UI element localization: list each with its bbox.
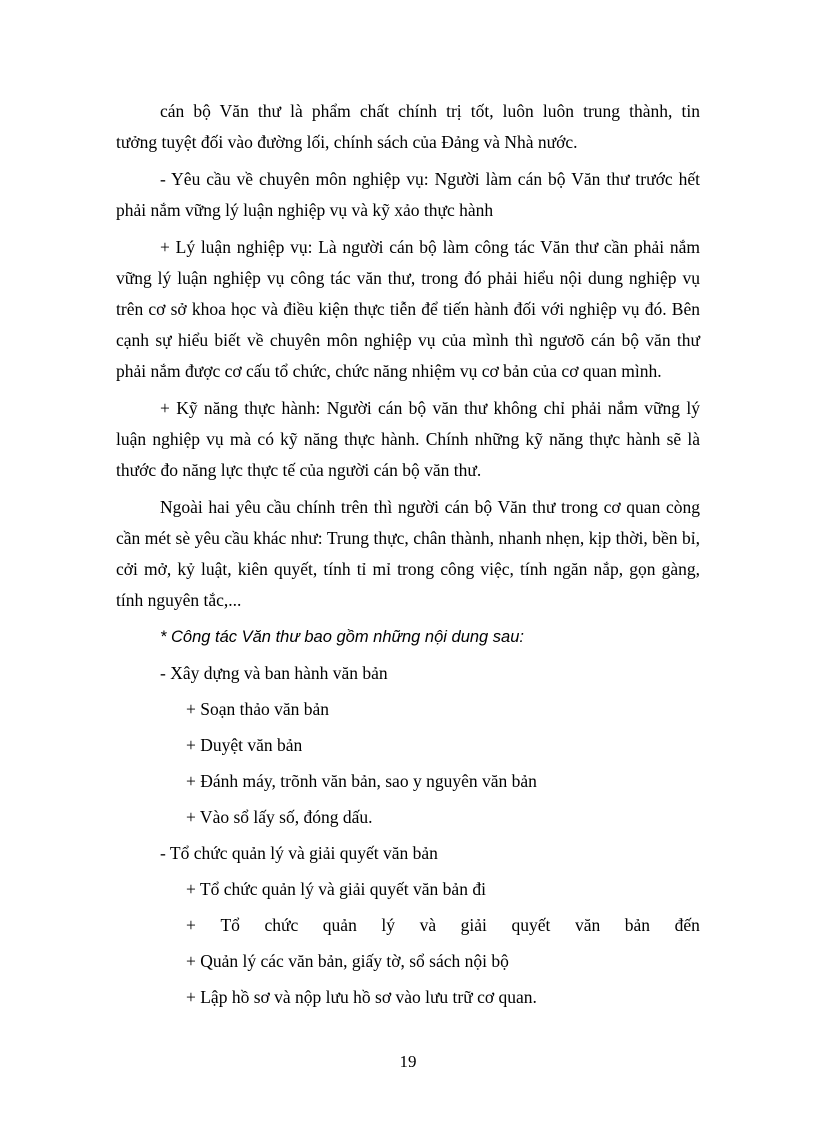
spread-word: chức	[264, 915, 299, 935]
paragraph-continuation	[116, 96, 700, 127]
list-item: + Soạn thảo văn bản	[186, 699, 330, 719]
spread-word: quản	[322, 915, 357, 935]
spread-word: +	[186, 915, 196, 935]
paragraph-professional-requirements: - Yêu cầu về chuyên môn nghiệp vụ: Người làm cán bộ Văn thư trước hết phải nắm vững lý luận nghiệp vụ và kỹ xảo thực hành	[116, 169, 700, 220]
paragraph-continuation-line2: tưởng tuyệt đối vào đường lối, chính sách của Đảng và Nhà nước.	[116, 132, 578, 152]
section-heading: * Công tác Văn thư bao gồm những nội dung sau:	[160, 628, 524, 646]
list-group-title-issuance: - Xây dựng và ban hành văn bản	[160, 663, 388, 683]
document-page	[116, 96, 700, 1018]
list-item: + Duyệt văn bản	[186, 735, 303, 755]
list-item: + Quản lý các văn bản, giấy tờ, sổ sách nội bộ	[186, 951, 509, 971]
list-item: + Tổ chức quản lý và giải quyết văn bản đi	[186, 879, 486, 899]
paragraph-theory: + Lý luận nghiệp vụ: Là người cán bộ làm công tác Văn thư cần phải nắm vững lý luận nghiệp vụ công tác văn thư, trong đó phải hiểu nội dung nghiệp vụ trên cơ sở khoa học và điều kiện thực tiễn để tiến hành đối với nghiệp vụ đó. Bên cạnh sự hiểu biết về chuyên môn nghiệp vụ của mình thì ngươõ cán bộ văn thư phải nắm được cơ cấu tổ chức, chức năng nhiệm vụ cơ bản của cơ quan mình.	[116, 237, 700, 381]
list-item: + Vào sổ lấy số, đóng dấu.	[186, 807, 373, 827]
spread-word: văn	[574, 915, 601, 935]
paragraph-practical-skills: + Kỹ năng thực hành: Người cán bộ văn thư không chỉ phải nắm vững lý luận nghiệp vụ mà có kỹ năng thực hành. Chính những kỹ năng thực hành sẽ là thước đo năng lực thực tế của người cán bộ văn thư.	[116, 398, 700, 480]
spread-word: đến	[674, 915, 700, 935]
paragraph-continuation-end	[116, 127, 700, 158]
paragraph-continuation-line1: cán bộ Văn thư là phẩm chất chính trị tốt, luôn luôn trung thành, tin	[160, 101, 700, 121]
spread-word: và	[419, 915, 437, 935]
paragraph-other-requirements: Ngoài hai yêu cầu chính trên thì người cán bộ Văn thư trong cơ quan còng cần mét sè yêu cầu khác như: Trung thực, chân thành, nhanh nhẹn, kịp thời, bền bỉ, cởi mở, kỷ luật, kiên quyết, tính tỉ mỉ trong công việc, tính ngăn nắp, gọn gàng, tính nguyên tắc,...	[116, 497, 700, 610]
spread-line	[186, 910, 700, 940]
spread-word: bản	[624, 915, 651, 935]
list-group-title-management: - Tổ chức quản lý và giải quyết văn bản	[160, 843, 438, 863]
list-item: + Đánh máy, trõnh văn bản, sao y nguyên văn bản	[186, 771, 537, 791]
spread-word: lý	[381, 915, 396, 935]
list-item-spread	[116, 910, 700, 940]
spread-word: quyết	[511, 915, 551, 935]
spread-word: giải	[460, 915, 487, 935]
list-item: + Lập hồ sơ và nộp lưu hồ sơ vào lưu trữ cơ quan.	[186, 987, 537, 1007]
spread-word: Tổ	[220, 915, 240, 935]
page-number: 19	[399, 1052, 417, 1071]
